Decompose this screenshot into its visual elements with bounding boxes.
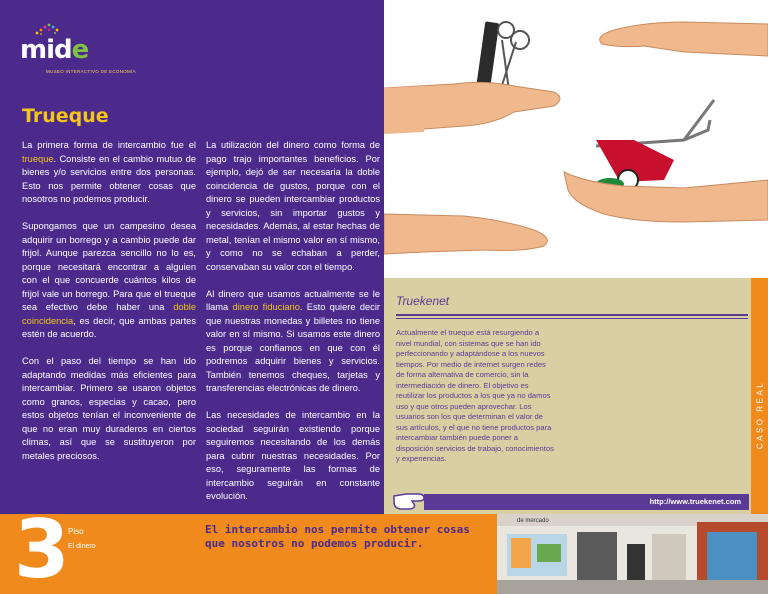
highlight-term: dinero fiduciario — [232, 302, 300, 312]
divider — [396, 314, 748, 316]
divider — [396, 318, 748, 319]
receiving-hand-icon — [384, 214, 547, 254]
floor-subtitle: El dinero — [68, 543, 96, 550]
logo-tagline: MUSEO INTERACTIVO DE ECONOMÍA — [46, 69, 136, 74]
highlight-term: doble coincidencia — [22, 302, 196, 326]
paragraph: La primera forma de intercambio fue el trueque. Consiste en el cambio mutuo de bienes y/o servicios entre dos personas. Esto nos permite obtener cosas que nosotros no podemos producir. — [22, 140, 196, 204]
url-bar — [424, 494, 749, 510]
museum-photo — [497, 514, 768, 594]
trade-hands-illustration — [384, 0, 768, 278]
case-heading: Truekenet — [396, 294, 450, 308]
page-title: Trueque — [22, 105, 109, 127]
open-hand-icon — [600, 22, 768, 56]
paragraph: Con el paso del tiempo se han ido adaptando medidas más eficientes para intercambiar. Primero se usaron objetos como granos, especias y cacao, pero estos objetos tenían el inconveniente de que no eran muy duraderos en ciertos climas, así que se sustituyeron por metales preciosos. — [22, 356, 196, 461]
mide-logo — [20, 22, 160, 82]
case-tab-label: CASO REAL — [755, 380, 764, 450]
paragraph: Las necesidades de intercambio en la sociedad seguirán existiendo porque seguiremos necesitando de los demás para cubrir nuestras necesidades. Por eso, seguramente las formas de intercambio seguirán en constante evolución. — [206, 410, 380, 501]
paragraph: Al dinero que usamos actualmente se le llama dinero fiduciario. Esto quiere decir que nuestras monedas y billetes no tiene valor en sí mismo. Si usamos este dinero es porque confiamos en que con él podremos adquirir bienes y servicios. También tenemos cheques, tarjetas y transferencias electrónicas de dinero. — [206, 288, 380, 393]
pointing-hand-icon — [392, 490, 428, 512]
article-column-1 — [22, 139, 196, 477]
logo-wordmark: mide — [20, 35, 89, 65]
floor-number: 3 — [14, 503, 70, 594]
case-text: Actualmente el trueque está resurgiendo a nivel mundial, con sistemas que se han ido perfeccionando y adaptándose a los nuevos tiempos. Por medio de internet surgen redes de forma alternativa de comercio, sin la intermediación de dinero. El objetivo es reutilizar los productos a los que ya no damos uso y que otros pueden aprovechar. Los usuarios son los que determinan el valor de sus artículos, y el que no tiene productos para intercambiar también puede poner a disposición servicios de trabajo, conocimientos y experiencias. — [396, 328, 554, 463]
paragraph: La utilización del dinero como forma de pago trajo importantes beneficios. Por ejemplo, dejó de ser necesaria la doble coincidencia de gustos, porque con el dinero se pueden intercambiar productos y servicios, sin importar gustos y necesidades. Además, al estar hechas de metal, tenían el mismo valor en sí mismo, y como no se echaban a perder, conservaban su valor con el tiempo. — [206, 140, 380, 272]
article-column-2 — [206, 139, 380, 517]
logo-dots-icon — [34, 22, 64, 36]
paragraph: Supongamos que un campesino desea adquirir un borrego y a cambio puede dar frijol. Aunque parezca sencillo no lo es, porque necesitará encontrar a alguien con el que concuerde cuántos kilos de frijol vale un borrego. Para que el trueque sea efectivo debe haber una doble coincidencia, es decir, que ambas partes estén de acuerdo. — [22, 221, 196, 339]
floor-label: Piso — [68, 527, 84, 536]
photo-sign: de mercado — [517, 518, 549, 524]
case-study-box — [384, 278, 751, 514]
pull-quote: El intercambio nos permite obtener cosas que nosotros no podemos producir. — [205, 523, 470, 550]
case-url-link[interactable]: http://www.truekenet.com — [649, 497, 741, 506]
highlight-term: trueque — [22, 153, 54, 164]
hand-with-wheelbarrow-icon — [564, 100, 768, 222]
hand-with-tools-icon — [384, 21, 560, 134]
